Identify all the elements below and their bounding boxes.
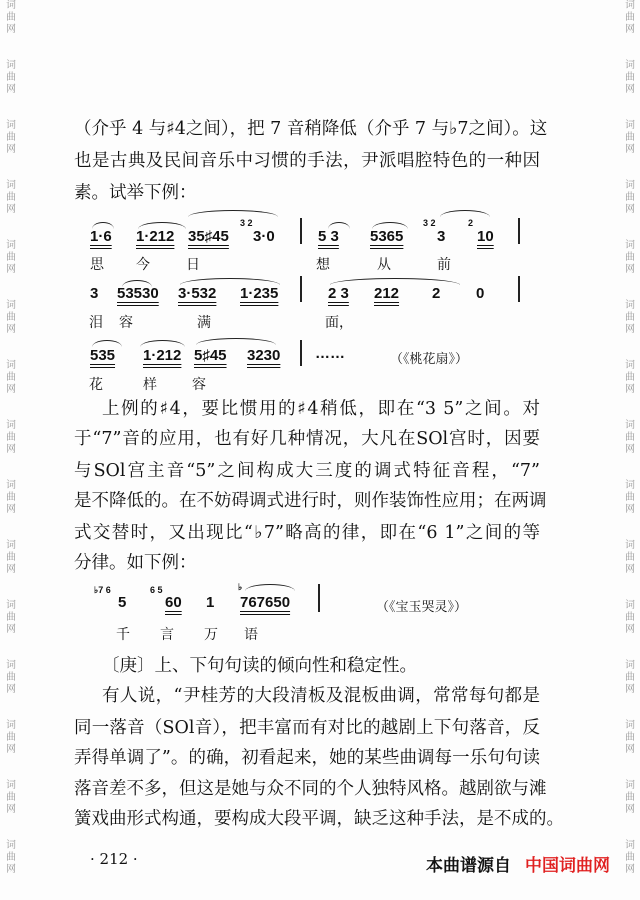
text-line: 是不降低的。在不妨碍调式进行时，则作装饰性应用；在两调 bbox=[74, 491, 547, 511]
watermark: 词 曲 网 bbox=[6, 480, 16, 515]
note: 535 bbox=[90, 347, 116, 364]
lyric: 面， bbox=[325, 315, 353, 331]
note: 3230 bbox=[247, 347, 281, 364]
bar-line bbox=[300, 218, 302, 244]
text-line: 弄得单调了”。的确，初看起来，她的某些曲调每一乐句句读 bbox=[74, 748, 540, 768]
lyric: 万 bbox=[204, 627, 218, 643]
slur bbox=[330, 278, 460, 285]
text-line: 上例的♯4，要比惯用的♯4稍低，即在“3 5”之间。对 bbox=[102, 399, 540, 419]
note: 1 bbox=[206, 594, 215, 611]
slur bbox=[92, 340, 122, 347]
note: 212 bbox=[374, 285, 400, 302]
grace-note: ♭7 6 bbox=[94, 585, 111, 595]
lyric: 样 bbox=[143, 377, 157, 393]
watermark: 词 曲 网 bbox=[625, 780, 635, 815]
watermark: 词 曲 网 bbox=[6, 300, 16, 335]
note: 35♯45 bbox=[188, 228, 229, 245]
watermark: 词 曲 网 bbox=[625, 420, 635, 455]
note: 5 bbox=[118, 594, 127, 611]
watermark: 词 曲 网 bbox=[625, 660, 635, 695]
footer-prefix: 本曲谱源自 bbox=[426, 856, 511, 876]
text-line: 〔庚〕上、下句句读的倾向性和稳定性。 bbox=[102, 656, 417, 676]
bar-line bbox=[518, 276, 520, 302]
watermark: 词 曲 网 bbox=[625, 480, 635, 515]
ellipsis: …… bbox=[315, 345, 345, 362]
watermark: 词 曲 网 bbox=[625, 720, 635, 755]
slur bbox=[245, 584, 295, 591]
text-line: 分律。如下例： bbox=[74, 553, 197, 573]
text-line: 也是古典及民间音乐中习惯的手法，尹派唱腔特色的一种因 bbox=[74, 151, 540, 171]
grace-note: 3 2 bbox=[423, 218, 436, 228]
flat-sign: ♭ bbox=[238, 582, 243, 592]
text-line: 于“7”音的应用，也有好几种情况，大凡在SOl宫时，因要 bbox=[74, 429, 540, 449]
lyric: 容 bbox=[119, 315, 133, 331]
bar-line bbox=[518, 218, 520, 244]
watermark: 词 曲 网 bbox=[6, 660, 16, 695]
source-footer bbox=[426, 851, 610, 876]
note: 3·0 bbox=[253, 228, 275, 245]
text-line: 素。试举下例： bbox=[74, 183, 197, 203]
watermark: 词 曲 网 bbox=[625, 540, 635, 575]
lyric: 想 bbox=[316, 257, 330, 273]
watermark: 词 曲 网 bbox=[6, 0, 16, 35]
watermark: 词 曲 网 bbox=[625, 180, 635, 215]
note: 5365 bbox=[370, 228, 404, 245]
bar-line bbox=[300, 276, 302, 302]
note: 0 bbox=[476, 285, 485, 302]
bar-line bbox=[300, 340, 302, 366]
note: 10 bbox=[477, 228, 494, 245]
note: 2 3 bbox=[328, 285, 349, 302]
watermark: 词 曲 网 bbox=[625, 240, 635, 275]
watermark: 词 曲 网 bbox=[625, 60, 635, 95]
slur bbox=[196, 338, 276, 345]
grace-note: 3 2 bbox=[240, 218, 253, 228]
watermark: 词 曲 网 bbox=[625, 120, 635, 155]
lyric: 花 bbox=[89, 377, 103, 393]
footer-site-link[interactable]: 中国词曲网 bbox=[525, 856, 610, 876]
lyric: 日 bbox=[186, 257, 200, 273]
lyric: 千 bbox=[116, 627, 130, 643]
watermark: 词 曲 网 bbox=[625, 840, 635, 875]
watermark: 词 曲 网 bbox=[6, 420, 16, 455]
watermark: 词 曲 网 bbox=[625, 360, 635, 395]
watermark: 词 曲 网 bbox=[6, 360, 16, 395]
slur bbox=[140, 340, 185, 347]
watermark: 词 曲 网 bbox=[6, 600, 16, 635]
slur bbox=[440, 210, 490, 217]
text-line: 簧戏曲形式构通，要构成大段平调，缺乏这种手法，是不成的。 bbox=[74, 809, 564, 829]
lyric: 满 bbox=[197, 315, 211, 331]
bar-line bbox=[318, 584, 320, 612]
grace-note: 6 5 bbox=[150, 585, 163, 595]
note: 1·6 bbox=[90, 228, 112, 245]
slur bbox=[180, 278, 280, 285]
text-line: 同一落音（SOl音），把丰富而有对比的越剧上下句落音，反 bbox=[74, 718, 540, 738]
note: 1·212 bbox=[143, 347, 182, 364]
watermark: 词 曲 网 bbox=[6, 720, 16, 755]
watermark: 词 曲 网 bbox=[6, 840, 16, 875]
note: 5 3 bbox=[318, 228, 339, 245]
lyric: 前 bbox=[437, 257, 451, 273]
note: 5♯45 bbox=[194, 347, 227, 364]
lyric: 言 bbox=[160, 627, 174, 643]
lyric: 从 bbox=[377, 257, 391, 273]
grace-note: 2 bbox=[468, 218, 474, 228]
source-citation: （《桃花扇》） bbox=[390, 352, 469, 367]
text-line: 式交替时，又出现比“♭7”略高的律，即在“6 1”之间的等 bbox=[74, 523, 540, 543]
note: 2 bbox=[432, 285, 441, 302]
watermark: 词 曲 网 bbox=[6, 120, 16, 155]
text-line: 与SOl宫主音“5”之间构成大三度的调式特征音程，“7” bbox=[74, 461, 540, 481]
page-number: · 212 · bbox=[90, 850, 138, 868]
text-line: 落音差不多，但这是她与众不同的个人独特风格。越剧欲与滩 bbox=[74, 779, 547, 799]
watermark: 词 曲 网 bbox=[625, 0, 635, 35]
watermark: 词 曲 网 bbox=[6, 180, 16, 215]
note: 53530 bbox=[117, 285, 159, 302]
note: 3 bbox=[437, 228, 446, 245]
slur bbox=[188, 210, 278, 217]
lyric: 思 bbox=[90, 257, 104, 273]
watermark: 词 曲 网 bbox=[625, 300, 635, 335]
note: 3·532 bbox=[178, 285, 217, 302]
text-line: （介乎 4 与♯4之间），把 7 音稍降低（介乎 7 与♭7之间）。这 bbox=[74, 119, 548, 139]
watermark: 词 曲 网 bbox=[6, 240, 16, 275]
lyric: 容 bbox=[192, 377, 206, 393]
note: 60 bbox=[165, 594, 182, 611]
text-line: 有人说，“尹桂芳的大段清板及混板曲调，常常每句都是 bbox=[102, 686, 540, 706]
note: 1·212 bbox=[136, 228, 175, 245]
note: 3 bbox=[90, 285, 99, 302]
watermark: 词 曲 网 bbox=[6, 540, 16, 575]
lyric: 今 bbox=[136, 257, 150, 273]
watermark: 词 曲 网 bbox=[625, 600, 635, 635]
source-citation: （《宝玉哭灵》） bbox=[376, 600, 468, 615]
note: 767650 bbox=[240, 594, 291, 611]
lyric: 语 bbox=[244, 627, 258, 643]
watermark: 词 曲 网 bbox=[6, 780, 16, 815]
note: 1·235 bbox=[240, 285, 279, 302]
watermark: 词 曲 网 bbox=[6, 60, 16, 95]
lyric: 泪 bbox=[89, 315, 103, 331]
